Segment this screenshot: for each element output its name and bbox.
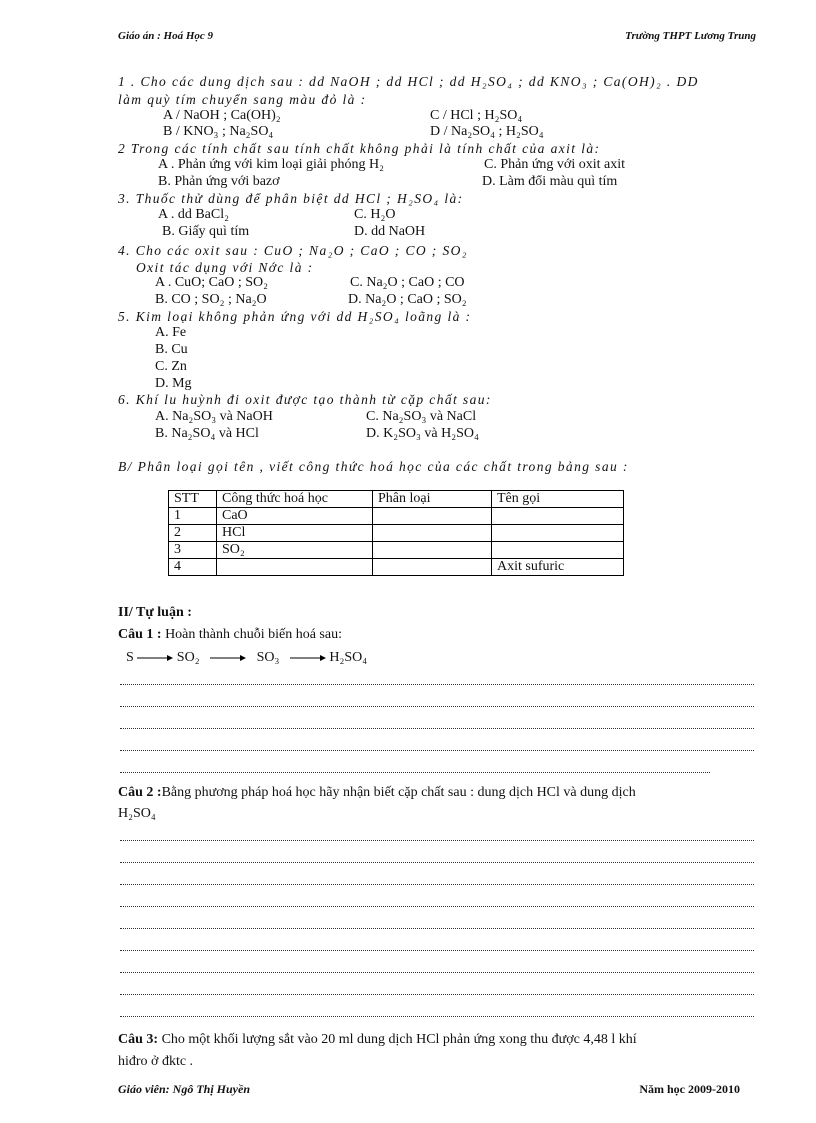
table-cell: 4 [169,559,217,576]
answer-line[interactable] [120,972,754,973]
cau3-text: Cho một khối lượng sắt vào 20 ml dung dịch HCl phản ứng xong thu được 4,48 l khí [158,1032,637,1047]
q1-option-d: D / Na₂SO₄ ; H₂SO₄ [430,124,544,139]
q2-option-d: D. Làm đổi màu quì tím [482,174,618,189]
q1-option-b: B / KNO₃ ; Na₂SO₄ [163,124,274,139]
table-header-cell: Phân loại [373,491,492,508]
arrow-right-icon [210,654,246,662]
arrow-right-icon [290,654,326,662]
answer-line[interactable] [120,884,754,885]
table-row [169,542,624,559]
q1-option-a: A / NaOH ; Ca(OH)₂ [163,108,281,123]
q6-option-c: C. Na₂SO₃ và NaCl [366,409,477,424]
table-cell [373,525,492,542]
table-cell [373,508,492,525]
q4-line2: Oxit tác dụng với Nớc là : [136,260,314,275]
q2-line1: 2 Trong các tính chất sau tính chất không phải là tính chất của axit là: [118,141,601,156]
answer-line[interactable] [120,994,754,995]
chain-so2: SO₂ [176,650,200,665]
table-cell [492,542,624,559]
answer-line[interactable] [120,684,754,685]
q5-option-a: A. Fe [155,325,187,340]
table-header-cell: Công thức hoá học [217,491,373,508]
table-cell: CaO [217,508,373,525]
q4-option-c: C. Na₂O ; CaO ; CO [350,275,465,290]
table-cell [217,559,373,576]
cau2-line2: H₂SO₄ [118,806,156,821]
q4-line1: 4. Cho các oxit sau : CuO ; Na₂O ; CaO ; CO ; SO₂ [118,243,468,258]
q3-option-c: C. H₂O [354,207,396,222]
footer-right: Năm học 2009-2010 [639,1082,740,1096]
q3-option-d: D. dd NaOH [354,224,426,239]
q5-option-d: D. Mg [155,376,192,391]
answer-line[interactable] [120,906,754,907]
q6-option-b: B. Na₂SO₄ và HCl [155,426,259,441]
cau2-text: Bằng phương pháp hoá học hãy nhận biết cặp chất sau : dung dịch HCl và dung dịch [161,785,636,800]
answer-line[interactable] [120,928,754,929]
table-header-cell: Tên gọi [492,491,624,508]
table-cell: SO₂ [217,542,373,559]
classification-table [168,490,624,576]
table-cell: Axit sufuric [492,559,624,576]
answer-line[interactable] [120,1016,754,1017]
arrow-right-icon [137,654,173,662]
chain-so3: SO₃ [256,650,280,665]
q1-option-c: C / HCl ; H₂SO₄ [430,108,523,123]
answer-line[interactable] [120,950,754,951]
header-right: Trường THPT Lương Trung [625,30,756,42]
cau2 [118,785,636,801]
answer-line[interactable] [120,862,754,863]
header-left: Giáo án : Hoá Học 9 [118,30,214,42]
q3-line1: 3. Thuốc thử dùng để phân biệt dd HCl ; H₂SO₄ là: [118,191,464,206]
answer-line[interactable] [120,728,754,729]
q6-option-a: A. Na₂SO₃ và NaOH [155,409,273,424]
table-cell: 2 [169,525,217,542]
q4-option-b: B. CO ; SO₂ ; Na₂O [155,292,267,307]
cau1-label: Câu 1 : [118,627,162,642]
table-header-row [169,491,624,508]
table-row [169,559,624,576]
q3-option-b: B. Giấy quì tím [162,224,250,239]
q2-option-c: C. Phản ứng với oxit axit [484,157,625,172]
section-ii-heading: II/ Tự luận : [118,605,192,620]
q5-option-c: C. Zn [155,359,187,374]
section-b-heading: B/ Phân loại gọi tên , viết công thức hoá học của các chất trong bảng sau : [118,459,629,474]
q2-option-b: B. Phản ứng với bazơ [158,174,280,189]
reaction-chain [126,650,367,666]
q4-option-a: A . CuO; CaO ; SO₂ [155,275,269,290]
q3-option-a: A . dd BaCl₂ [158,207,229,222]
table-cell: 3 [169,542,217,559]
answer-line[interactable] [120,840,754,841]
q1-line1: 1 . Cho các dung dịch sau : dd NaOH ; dd HCl ; dd H₂SO₄ ; dd KNO₃ ; Ca(OH)₂ . DD [118,74,699,89]
cau3 [118,1032,637,1048]
table-row [169,525,624,542]
cau1-text: Hoàn thành chuỗi biến hoá sau: [161,627,342,642]
footer-left: Giáo viên: Ngô Thị Huyền [118,1082,250,1096]
q6-line1: 6. Khí lu huỳnh đi oxit được tạo thành từ cặp chất sau: [118,392,492,407]
q5-line1: 5. Kim loại không phản ứng với dd H₂SO₄ loãng là : [118,309,472,324]
chain-h2so4: H₂SO₄ [329,650,368,665]
table-cell [492,508,624,525]
cau2-label: Câu 2 : [118,785,162,800]
table-cell [492,525,624,542]
q6-option-d: D. K₂SO₃ và H₂SO₄ [366,426,479,441]
table-cell [373,559,492,576]
q2-option-a: A . Phản ứng với kim loại giải phóng H₂ [158,157,384,172]
q1-line2: làm quỳ tím chuyển sang màu đỏ là : [118,92,367,107]
table-header-cell: STT [169,491,217,508]
chain-s: S [126,650,134,665]
table-row [169,508,624,525]
table-cell: 1 [169,508,217,525]
q5-option-b: B. Cu [155,342,188,357]
table-cell: HCl [217,525,373,542]
answer-line[interactable] [120,750,754,751]
answer-line[interactable] [120,772,710,773]
q4-option-d: D. Na₂O ; CaO ; SO₂ [348,292,467,307]
cau3-label: Câu 3: [118,1032,159,1047]
answer-line[interactable] [120,706,754,707]
table-cell [373,542,492,559]
cau3-line2: hiđro ở đktc . [118,1054,194,1069]
cau1 [118,627,342,643]
